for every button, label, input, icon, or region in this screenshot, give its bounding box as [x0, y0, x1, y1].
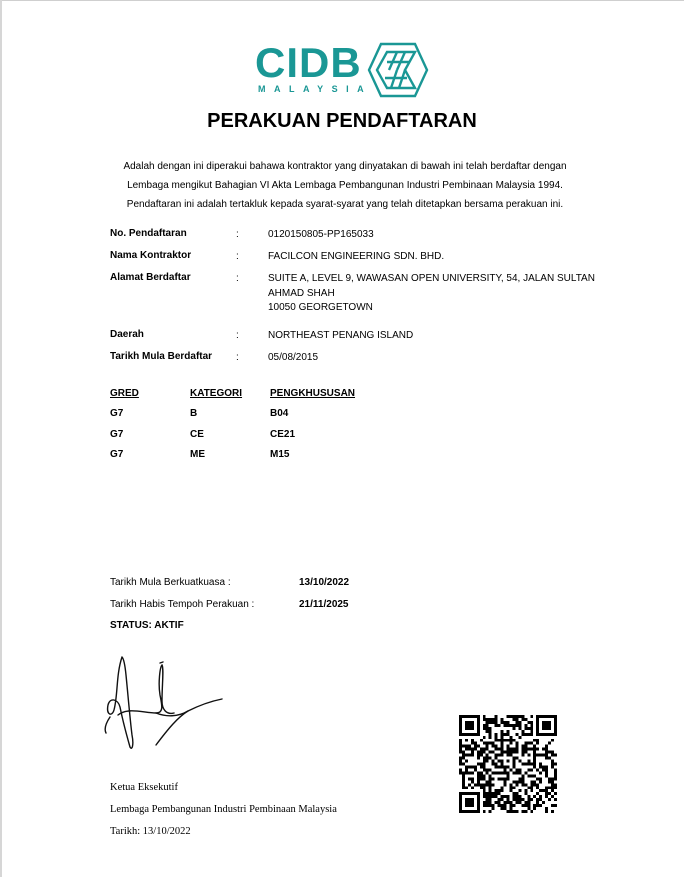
effective-date-value: 13/10/2022: [299, 577, 350, 588]
category-header: KATEGORI: [190, 388, 243, 399]
signatory-date: Tarikh: 13/10/2022: [110, 826, 191, 837]
status-badge: STATUS: AKTIF: [110, 620, 184, 631]
address-line: 10050 GEORGETOWN: [268, 302, 373, 313]
qr-code-icon: [459, 715, 557, 813]
specialisation-cell: CE21: [270, 429, 296, 440]
effective-date-label: Tarikh Mula Berkuatkuasa :: [110, 577, 231, 588]
intro-line: Lembaga mengikut Bahagian VI Akta Lembaga Pembangunan Industri Pembinaan Malaysia 1994.: [127, 180, 563, 191]
signatory-organisation: Lembaga Pembangunan Industri Pembinaan Malaysia: [110, 804, 337, 815]
address-line: AHMAD SHAH: [268, 287, 335, 299]
address-line: SUITE A, LEVEL 9, WAWASAN OPEN UNIVERSITY, 54, JALAN SULTAN: [268, 273, 595, 284]
field-label: Alamat Berdaftar: [110, 272, 191, 283]
category-cell: ME: [190, 449, 205, 460]
field-value: 05/08/2015: [268, 352, 319, 363]
expiry-date-value: 21/11/2025: [299, 599, 349, 610]
specialisation-header: PENGKHUSUSAN: [270, 388, 356, 399]
category-cell: B: [190, 408, 198, 419]
field-separator: :: [236, 352, 239, 363]
field-label: Daerah: [110, 329, 144, 340]
grade-header: GRED: [110, 388, 139, 399]
field-separator: :: [236, 273, 239, 284]
logo-emblem-icon: [365, 42, 429, 98]
grade-cell: G7: [110, 429, 124, 440]
field-label: Nama Kontraktor: [110, 250, 192, 261]
grade-cell: G7: [110, 449, 124, 460]
field-value: [268, 272, 595, 316]
field-label: Tarikh Mula Berdaftar: [110, 351, 213, 362]
specialisation-cell: M15: [270, 449, 290, 460]
intro-line: Adalah dengan ini diperakui bahawa kontraktor yang dinyatakan di bawah ini telah berdaftar dengan: [123, 161, 567, 172]
logo-subtitle: MALAYSIA: [258, 84, 373, 94]
field-value: FACILCON ENGINEERING SDN. BHD.: [268, 251, 445, 262]
field-separator: :: [236, 229, 239, 240]
logo-wordmark: CIDB: [255, 39, 362, 86]
field-label: No. Pendaftaran: [110, 228, 187, 239]
signature-image: [104, 655, 234, 755]
page-border-top: [0, 0, 684, 1]
field-value: NORTHEAST PENANG ISLAND: [268, 330, 414, 341]
intro-line: Pendaftaran ini adalah tertakluk kepada syarat-syarat yang telah ditetapkan bersama perakuan ini.: [126, 199, 564, 210]
field-separator: :: [236, 330, 239, 341]
signatory-title: Ketua Eksekutif: [110, 782, 178, 793]
certificate-title: PERAKUAN PENDAFTARAN: [207, 110, 477, 132]
field-value: 0120150805-PP165033: [268, 229, 374, 240]
category-cell: CE: [190, 429, 204, 440]
expiry-date-label: Tarikh Habis Tempoh Perakuan :: [110, 599, 255, 610]
cidb-logo: [255, 40, 430, 100]
field-separator: :: [236, 251, 239, 262]
specialisation-cell: B04: [270, 408, 289, 419]
intro-paragraph: [100, 157, 590, 214]
grade-cell: G7: [110, 408, 124, 419]
